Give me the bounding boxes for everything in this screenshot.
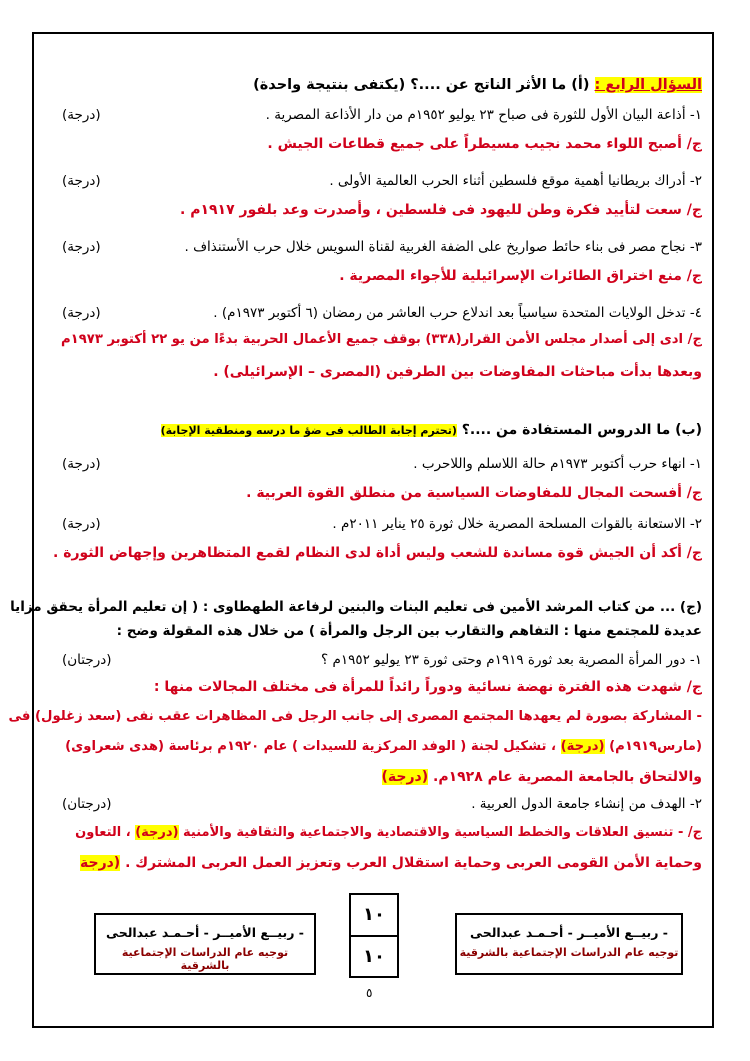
- part-c-q2: ٢- الهدف من إنشاء جامعة الدول العربية . (درجتان): [48, 793, 702, 815]
- score-top: ١٠: [363, 904, 385, 925]
- q4-item-1-question: ١- أذاعة البيان الأول للثورة فى صباح ٢٣ يوليو ١٩٥٢م من دار الأذاعة المصرية . (درجة): [48, 104, 702, 126]
- signature-office: توجيه عام الدراسات الإجتماعية بالشرقية: [459, 946, 679, 959]
- part-b-header: [48, 418, 702, 443]
- part-c-a1-line-1: ج/ شهدت هذه الفترة نهضة نسائية ودوراً رائداً للمرأة فى مختلف المجالات منها :: [153, 679, 702, 695]
- q4-item-2-question: ٢- أدراك بريطانيا أهمية موقع فلسطين أثناء الحرب العالمية الأولى . (درجة): [48, 170, 702, 192]
- signature-office: توجيه عام الدراسات الإجتماعية بالشرقية: [121, 946, 289, 972]
- q4-header: [48, 72, 702, 98]
- q4-item-4-answer-line-1: ج/ ادى إلى أصدار مجلس الأمن القرار(٣٣٨) بوقف جميع الأعمال الحربية بدءًا من يو ٢٢ أكتوبر ١٩٧٣م: [61, 332, 702, 347]
- signature-names: - ربيــع الأميــر - أحـمـد عبدالحى: [106, 925, 304, 940]
- grade-label: (درجة): [62, 456, 101, 472]
- part-c-a1-line-2: - المشاركة بصورة لم يعهدها المجتمع المصرى إلى جانب الرجل فى المظاهرات عقب نفى (سعد زغلول) فى: [8, 709, 702, 724]
- grade-highlight: (درجة): [560, 739, 605, 754]
- q4-item-4-answer-line-2: وبعدها بدأت مباحثات المفاوضات بين الطرفين (المصرى – الإسرائيلى) .: [213, 364, 702, 380]
- part-b-note: (تحترم إجابة الطالب فى ضؤ ما درسه ومنطقية الإجابة): [160, 424, 457, 437]
- part-b-item-1-answer: ج/ أفسحت المجال للمفاوضات السياسية من منطلق القوة العربية .: [246, 485, 702, 501]
- part-c-q1: ١- دور المرأة المصرية بعد ثورة ١٩١٩م وحتى ثورة ٢٣ يوليو ١٩٥٢م ؟ (درجتان): [48, 649, 702, 671]
- signature-names: - ربيــع الأميــر - أحـمـد عبدالحى: [470, 925, 668, 940]
- part-b-item-1-question: ١- انهاء حرب أكتوبر ١٩٧٣م حالة اللاسلم واللاحرب . (درجة): [48, 453, 702, 475]
- q4-part-a-title: (أ) ما الأثر الناتج عن ....؟: [410, 77, 590, 93]
- grade-highlight: (درجة): [381, 769, 429, 785]
- grade-label: (درجة): [62, 173, 101, 189]
- part-b-item-2-question: ٢- الاستعانة بالقوات المسلحة المصرية خلال ثورة ٢٥ يناير ٢٠١١م . (درجة): [48, 513, 702, 535]
- part-b-title: (ب) ما الدروس المستفادة من ....؟: [461, 422, 702, 438]
- page-number: ٥: [366, 986, 373, 1000]
- q4-part-a-note: (يكتفى بنتيجة واحدة): [253, 77, 406, 93]
- part-c-intro-line-2: عديدة للمجتمع منها : التفاهم والتقارب بين الرجل والمرأة ) من خلال هذه المقولة وضح :: [116, 623, 702, 639]
- score-box: [349, 893, 399, 978]
- grade-label: (درجة): [62, 305, 101, 321]
- q4-item-3-question: ٣- نجاح مصر فى بناء حائط صواريخ على الضفة الغربية لقناة السويس خلال حرب الأستنذاف . (درجة): [48, 236, 702, 258]
- signature-box-right: [455, 913, 683, 975]
- part-c-intro-line-1: (ج) ... من كتاب المرشد الأمين فى تعليم البنات والبنين لرفاعة الطهطاوى : ( إن تعليم المرأة يحقق مزايا: [10, 599, 702, 615]
- grade-label: (درجة): [62, 516, 101, 532]
- grade-highlight: (درجة): [135, 825, 179, 840]
- grade-label: (درجة): [62, 239, 101, 255]
- score-bottom: ١٠: [351, 935, 397, 977]
- part-b-item-2-answer: ج/ أكد أن الجيش قوة مساندة للشعب وليس أداة لدى النظام لقمع المتظاهرين وإجهاض الثورة .: [53, 545, 702, 561]
- grade-label: (درجة): [62, 107, 101, 123]
- part-c-a2-line-1: ج/ - تنسيق العلاقات والخطط السياسية والاقتصادية والاجتماعية والثقافية والأمنية (درجة) ، التعاون: [75, 825, 702, 840]
- grade-highlight: (درجة: [79, 855, 121, 871]
- signature-box-left: [94, 913, 316, 975]
- answer-sheet-content: [8, 72, 702, 875]
- q4-item-1-answer: ج/ أصبح اللواء محمد نجيب مسيطراً على جميع قطاعات الجيش .: [267, 136, 702, 152]
- grade-label: (درجتان): [62, 652, 112, 668]
- part-c-a1-line-4: والالتحاق بالجامعة المصرية عام ١٩٢٨م. (درجة): [381, 769, 702, 785]
- part-c-a1-line-3: (مارس١٩١٩م) (درجة) ، تشكيل لجنة ( الوفد المركزية للسيدات ) عام ١٩٢٠م برئاسة (هدى شعراوى): [65, 739, 702, 754]
- q4-item-3-answer: ج/ منع اختراق الطائرات الإسرائيلية للأجواء المصرية .: [339, 268, 702, 284]
- grade-label: (درجتان): [62, 796, 112, 812]
- q4-label: السؤال الرابع :: [594, 77, 702, 93]
- q4-item-2-answer: ج/ سعت لتأييد فكرة وطن لليهود فى فلسطين ، وأصدرت وعد بلفور ١٩١٧م .: [180, 202, 702, 218]
- part-c-a2-line-2: وحماية الأمن القومى العربى وحماية استقلال العرب وتعزيز العمل العربى المشترك . (درجة: [79, 855, 702, 871]
- q4-item-4-question: ٤- تدخل الولايات المتحدة سياسياً بعد اندلاع حرب العاشر من رمضان (٦ أكتوبر ١٩٧٣م) . (درجة): [48, 302, 702, 324]
